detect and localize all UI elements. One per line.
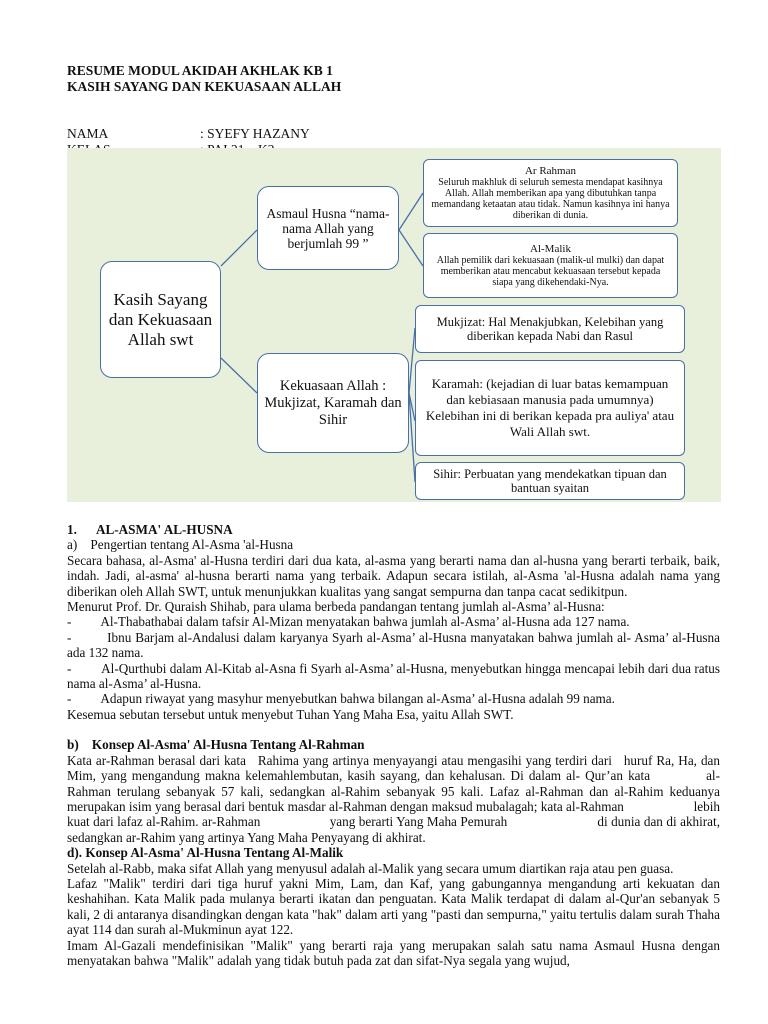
- asmaul-husna-text: Asmaul Husna “nama-nama Allah yang berjumlah 99 ”: [266, 205, 390, 251]
- list-item-riwayat: - Adapun riwayat yang masyhur menyebutkan bahwa bilangan al-Asma’ al-Husna adalah 99 nama.: [67, 691, 615, 707]
- al-malik-node: [423, 233, 678, 298]
- list-item-ibnu-barjam: - Ibnu Barjam al-Andalusi dalam karyanya Syarh al-Asma’ al-Husna manyatakan bahwa jumlah al- Asma’ al-Husna ada 132 nama.: [67, 629, 724, 661]
- subsection-heading-al-rahman: b) Konsep Al-Asma' Al-Husna Tentang Al-Rahman: [67, 737, 365, 753]
- asmaul-husna-node: [257, 186, 399, 270]
- mukjizat-text: Mukjizat: Hal Menakjubkan, Kelebihan yang diberikan kepada Nabi dan Rasul: [436, 315, 664, 343]
- list-item-thabathabai: - Al-Thabathabai dalam tafsir Al-Mizan menyatakan bahwa jumlah al-Asma’ al-Husna ada 127 nama.: [67, 614, 630, 630]
- concept-diagram: [67, 148, 721, 502]
- document-body: [67, 522, 724, 968]
- sihir-text: Sihir: Perbuatan yang mendekatkan tipuan dan bantuan syaitan: [433, 467, 667, 495]
- karamah-text: Karamah: (kejadian di luar batas kemampuan dan kebiasaan manusia pada umumnya) Kelebihan ini di berikan kepada pra auliya' atau Wali Allah swt.: [425, 376, 675, 439]
- section-heading-asma-al-husna: 1. AL-ASMA' AL-HUSNA: [67, 522, 233, 537]
- paragraph-imam-al-gazali: Imam Al-Gazali mendefinisikan "Malik" yang berarti raja yang merupakan salah satu nama Asmaul Husna dengan menyatakan bahwa "Malik" adalah yang tidak butuh pada zat dan sifat-Nya segala yang wujud,: [67, 937, 720, 968]
- ar-rahman-text: Seluruh makhluk di seluruh semesta mendapat kasihnya Allah. Allah memberikan apa yang dibutuhkan tanpa memandang ketaatan atau tidak. Namun kasihnya ini hanya diberikan di dunia.: [431, 177, 670, 221]
- doc-title-line2: KASIH SAYANG DAN KEKUASAAN ALLAH: [67, 79, 342, 94]
- ar-rahman-node: [423, 159, 678, 227]
- ar-rahman-title: Ar Rahman: [524, 165, 576, 177]
- name-value: : SYEFY HAZANY: [200, 126, 310, 141]
- kekuasaan-text: Kekuasaan Allah : Mukjizat, Karamah dan Sihir: [264, 377, 402, 428]
- paragraph-secara-bahasa: Secara bahasa, al-Asma' al-Husna terdiri dari dua kata, al-asma yang berarti nama dan al-husna yang berarti terbaik, baik, indah. Jadi, al-asma' al-husna berarti nama yang terbaik. Adapun secara istilah, al-Asma 'al-Husna adalah nama yang diberikan oleh Allah SWT, untuk menunjukkan kualitas yang sangat sempurna dan tanpa cacat sedikitpun.: [67, 552, 720, 599]
- al-malik-text: Allah pemilik dari kekuasaan (malik-ul mulki) dan dapat memberikan atau mencabut kekuasaan tersebut kepada siapa yang dikehendaki-Nya.: [436, 255, 665, 288]
- subsection-heading-al-malik: d). Konsep Al-Asma' Al-Husna Tentang Al-Malik: [67, 845, 344, 861]
- root-node: [100, 261, 221, 378]
- list-item-qurthubi: - Al-Qurthubi dalam Al-Kitab al-Asna fi Syarh al-Asma’ al-Husna, menyebutkan hingga mencapai lebih dari dua ratus nama al-Asma’ al-Husna.: [67, 660, 724, 692]
- karamah-node: [415, 360, 685, 456]
- paragraph-al-rabb: Setelah al-Rabb, maka sifat Allah yang menyusul adalah al-Malik yang secara umum diartikan raja atau pen guasa.: [67, 860, 674, 876]
- paragraph-ar-rahman: Kata ar-Rahman berasal dari kata Rahima yang artinya menyayangi atau mengasihi yang terdiri dari huruf Ra, Ha, dan Mim, yang mengandung makna kelemahlembutan, kasih sayang, dan kehalusan. Di dalam al- Qur’an kata al-Rahman terulang sebanyak 57 kali, sedangkan al-Rahim sebanyak 95 kali. Lafaz al-Rahman dan al-Rahim keduanya merupakan isim yang berasal dari bentuk masdar al-Rahman dengan maksud mubalagah; kata al-Rahman lebih kuat dari lafaz al-Rahim. ar-Rahman yang berarti Yang Maha Pemurah di dunia dan di akhirat, sedangkan ar-Rahim yang artinya Yang Maha Penyayang di akhirat.: [67, 752, 724, 845]
- al-malik-title: Al-Malik: [530, 243, 571, 255]
- paragraph-menurut: Menurut Prof. Dr. Quraish Shihab, para ulama berbeda pandangan tentang jumlah al-Asma’ al-Husna:: [67, 599, 605, 615]
- sihir-node: [415, 462, 685, 500]
- paragraph-kesemua: Kesemua sebutan tersebut untuk menyebut Tuhan Yang Maha Esa, yaitu Allah SWT.: [67, 706, 514, 722]
- mukjizat-node: [415, 305, 685, 353]
- root-node-text: Kasih Sayang dan Kekuasaan Allah swt: [108, 289, 213, 349]
- subsection-pengertian: a) Pengertian tentang Al-Asma 'al-Husna: [67, 537, 294, 553]
- paragraph-lafaz-malik: Lafaz "Malik" terdiri dari tiga huruf yakni Mim, Lam, dan Kaf, yang gabungannya mengandung arti kekuatan dan keshahihan. Kata Malik pada mulanya berarti ikatan dan penguatan. Kata Malik terdapat di dalam al-Qur'an sebanyak 5 kali, 2 di antaranya disandingkan dengan kata "hak" dalam arti yang "pasti dan sempurna," yaitu tertulis dalam surah Thaha ayat 114 dan surah al-Mukminun ayat 122.: [67, 875, 720, 938]
- name-label: NAMA: [67, 126, 109, 141]
- doc-title-line1: RESUME MODUL AKIDAH AKHLAK KB 1: [67, 63, 333, 78]
- kekuasaan-node: [257, 353, 409, 453]
